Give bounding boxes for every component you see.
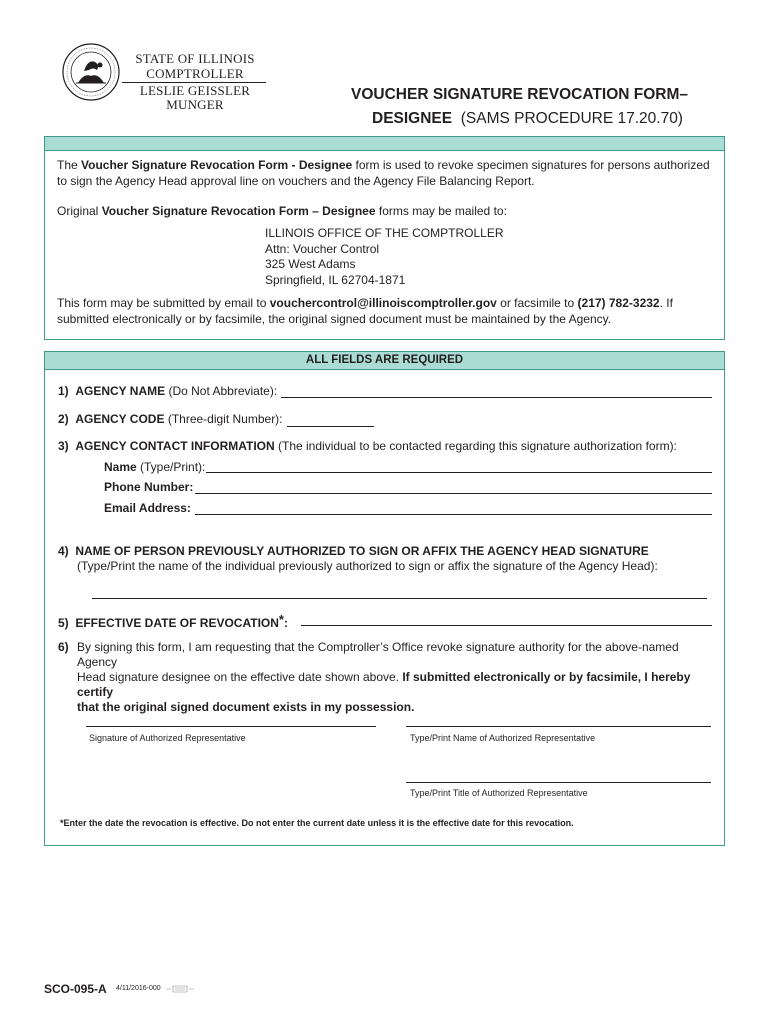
form-subtitle xyxy=(372,110,683,128)
form-title: VOUCHER SIGNATURE REVOCATION FORM– xyxy=(351,86,688,103)
agency-code-field[interactable] xyxy=(287,426,374,427)
agency-name-field[interactable] xyxy=(281,397,712,398)
q2-label: 2) AGENCY CODE (Three-digit Number): xyxy=(58,412,283,426)
state-of-illinois-label: STATE OF ILLINOIS xyxy=(135,51,255,66)
email-address-label: Email Address: xyxy=(104,501,191,515)
address-line: Springfield, IL 62704-1871 xyxy=(265,272,406,287)
phone-number-field[interactable] xyxy=(195,493,712,494)
phone-number-label: Phone Number: xyxy=(104,480,194,494)
intro-box xyxy=(44,136,725,340)
email-link: vouchercontrol@illinoiscomptroller.gov xyxy=(269,296,497,310)
required-fields-header: ALL FIELDS ARE REQUIRED xyxy=(45,352,724,370)
printed-title-label: Type/Print Title of Authorized Representative xyxy=(410,788,588,798)
printed-title-field[interactable] xyxy=(406,782,711,783)
signature-label: Signature of Authorized Representative xyxy=(89,733,246,743)
q6-label: 6) xyxy=(58,640,69,654)
signature-field[interactable] xyxy=(86,726,376,727)
footnote: *Enter the date the revocation is effective. Do not enter the current date unless it is the effective date for this revocation. xyxy=(60,818,574,828)
mailing-address xyxy=(265,226,503,288)
comptroller-name: LESLIE GEISSLER MUNGER xyxy=(139,83,251,112)
contact-name-label: Name (Type/Print): xyxy=(104,460,206,474)
address-line: Attn: Voucher Control xyxy=(265,241,380,256)
comptroller-label: COMPTROLLER xyxy=(146,66,244,81)
form-subtitle-bold: DESIGNEE xyxy=(372,110,453,127)
intro-paragraph-2: Original Voucher Signature Revocation Form – Designee forms may be mailed to: xyxy=(57,204,507,218)
q1-label: 1) AGENCY NAME (Do Not Abbreviate): xyxy=(58,384,278,398)
intro-paragraph-1: The Voucher Signature Revocation Form - Designee form is used to revoke specimen signatures for persons authorized to sign the Agency Head approval line on vouchers and the Agency File Balancing Report. xyxy=(57,158,710,188)
form-id: SCO-095-A xyxy=(44,982,107,996)
sams-procedure: (SAMS PROCEDURE 17.20.70) xyxy=(460,110,683,127)
effective-date-field[interactable] xyxy=(301,625,712,626)
intro-box-header xyxy=(45,137,724,151)
q4-instruction: (Type/Print the name of the individual previously authorized to sign or affix the signature of the Agency Head): xyxy=(77,559,658,573)
q5-label: 5) EFFECTIVE DATE OF REVOCATION*: xyxy=(58,612,288,630)
previous-signer-field[interactable] xyxy=(92,598,707,599)
printed-name-field[interactable] xyxy=(406,726,711,727)
email-address-field[interactable] xyxy=(195,514,712,515)
q6-certification-text: By signing this form, I am requesting that the Comptroller’s Office revoke signature authority for the above-named Agency Head signature designee on the effective date shown above. If submitted electronically or by facsimile, I hereby certify that the original signed document exists in my possession. xyxy=(77,640,691,714)
address-line: 325 West Adams xyxy=(265,257,356,271)
printed-name-label: Type/Print Name of Authorized Representative xyxy=(410,733,596,743)
fax-number: (217) 782-3232 xyxy=(577,296,660,310)
printer-mark-icon xyxy=(165,984,195,994)
intro-paragraph-3: This form may be submitted by email to vouchercontrol@illinoiscomptroller.gov or facsimile to (217) 782-3232. If submitted electronically or by facsimile, the original signed document must be maintained by the Agency. xyxy=(57,296,673,326)
address-line: ILLINOIS OFFICE OF THE COMPTROLLER xyxy=(265,226,504,240)
illinois-seal-logo xyxy=(62,43,120,101)
q3-label: 3) AGENCY CONTACT INFORMATION (The individual to be contacted regarding this signature authorization form): xyxy=(58,439,677,453)
form-date-code: 4/11/2016-000 xyxy=(116,985,161,992)
q4-label: 4) NAME OF PERSON PREVIOUSLY AUTHORIZED TO SIGN OR AFFIX THE AGENCY HEAD SIGNATURE xyxy=(58,544,649,558)
contact-name-field[interactable] xyxy=(206,472,712,473)
